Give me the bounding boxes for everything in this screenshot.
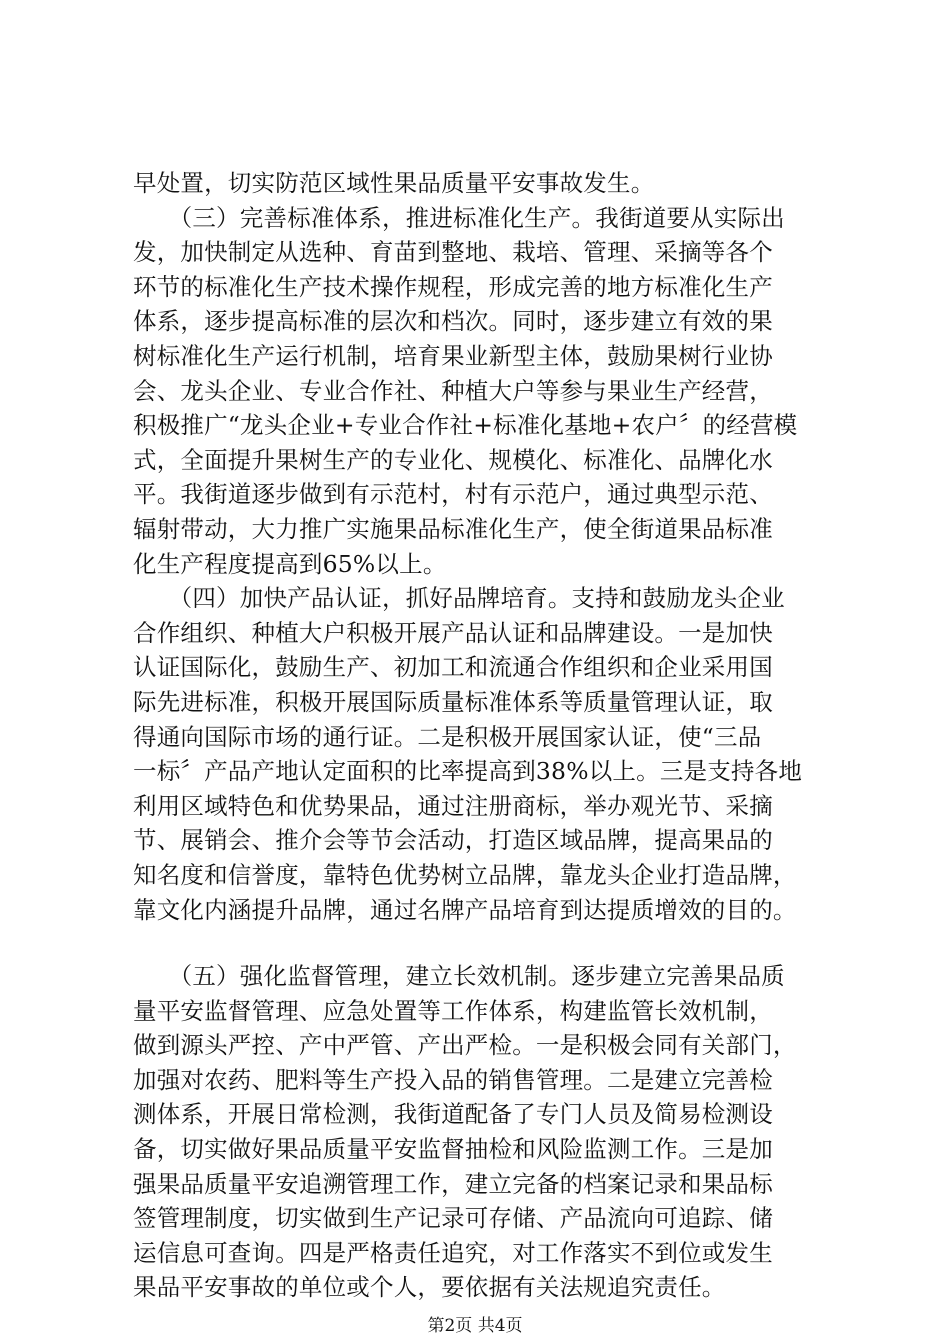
text-line: 会、龙头企业、专业合作社、种植大户等参与果业生产经营， xyxy=(133,376,773,405)
page-footer: 第2页 共4页 xyxy=(427,1316,523,1336)
text-line: 强果品质量平安追溯管理工作，建立完备的档案记录和果品标 xyxy=(133,1169,773,1198)
text-line: 体系，逐步提高标准的层次和档次。同时，逐步建立有效的果 xyxy=(133,307,773,336)
text-line: 签管理制度，切实做到生产记录可存储、产品流向可追踪、储 xyxy=(133,1204,773,1233)
text-line: 备，切实做好果品质量平安监督抽检和风险监测工作。三是加 xyxy=(133,1134,773,1163)
text-line: 际先进标准，积极开展国际质量标准体系等质量管理认证，取 xyxy=(133,688,773,717)
text-line: 果品平安事故的单位或个人，要依据有关法规追究责任。 xyxy=(133,1273,726,1302)
text-line: 化生产程度提高到65%以上。 xyxy=(133,549,447,578)
text-line: 早处置，切实防范区域性果品质量平安事故发生。 xyxy=(133,169,655,197)
text-line: （五）强化监督管理，建立长效机制。逐步建立完善果品质 xyxy=(133,961,785,990)
text-line: 环节的标准化生产技术操作规程，形成完善的地方标准化生产 xyxy=(133,272,773,301)
text-line: 加强对农药、肥料等生产投入品的销售管理。二是建立完善检 xyxy=(133,1065,773,1094)
text-line: 量平安监督管理、应急处置等工作体系，构建监管长效机制， xyxy=(133,996,773,1025)
text-line: 利用区域特色和优势果品，通过注册商标，举办观光节、采摘 xyxy=(133,791,773,820)
text-line: 辐射带动，大力推广实施果品标准化生产，使全街道果品标准 xyxy=(133,515,773,544)
text-line: （三）完善标准体系，推进标准化生产。我街道要从实际出 xyxy=(133,203,785,232)
text-line: 得通向国际市场的通行证。二是积极开展国家认证，使“三品 xyxy=(133,722,762,751)
text-line: 式，全面提升果树生产的专业化、规模化、标准化、品牌化水 xyxy=(133,445,773,474)
text-line: 一标〞产品产地认定面积的比率提高到38%以上。三是支持各地 xyxy=(133,757,803,786)
text-line: （四）加快产品认证，抓好品牌培育。支持和鼓励龙头企业 xyxy=(133,584,785,613)
text-line: 平。我街道逐步做到有示范村，村有示范户，通过典型示范、 xyxy=(133,480,773,509)
text-line: 合作组织、种植大户积极开展产品认证和品牌建设。一是加快 xyxy=(133,618,773,647)
text-line: 做到源头严控、产中严管、产出严检。一是积极会同有关部门， xyxy=(133,1031,797,1060)
text-line: 认证国际化，鼓励生产、初加工和流通合作组织和企业采用国 xyxy=(133,653,773,682)
text-line: 靠文化内涵提升品牌，通过名牌产品培育到达提质增效的目的。 xyxy=(133,895,797,924)
text-line: 积极推广“龙头企业+专业合作社+标准化基地+农户〞的经营模 xyxy=(133,411,798,440)
text-line: 发，加快制定从选种、育苗到整地、栽培、管理、采摘等各个 xyxy=(133,238,773,267)
text-line: 节、展销会、推介会等节会活动，打造区域品牌，提高果品的 xyxy=(133,826,773,855)
text-line: 树标准化生产运行机制，培育果业新型主体，鼓励果树行业协 xyxy=(133,342,773,371)
text-line: 知名度和信誉度，靠特色优势树立品牌，靠龙头企业打造品牌， xyxy=(133,861,797,890)
text-line: 测体系，开展日常检测，我街道配备了专门人员及简易检测设 xyxy=(133,1100,773,1129)
text-line: 运信息可查询。四是严格责任追究，对工作落实不到位或发生 xyxy=(133,1238,773,1267)
